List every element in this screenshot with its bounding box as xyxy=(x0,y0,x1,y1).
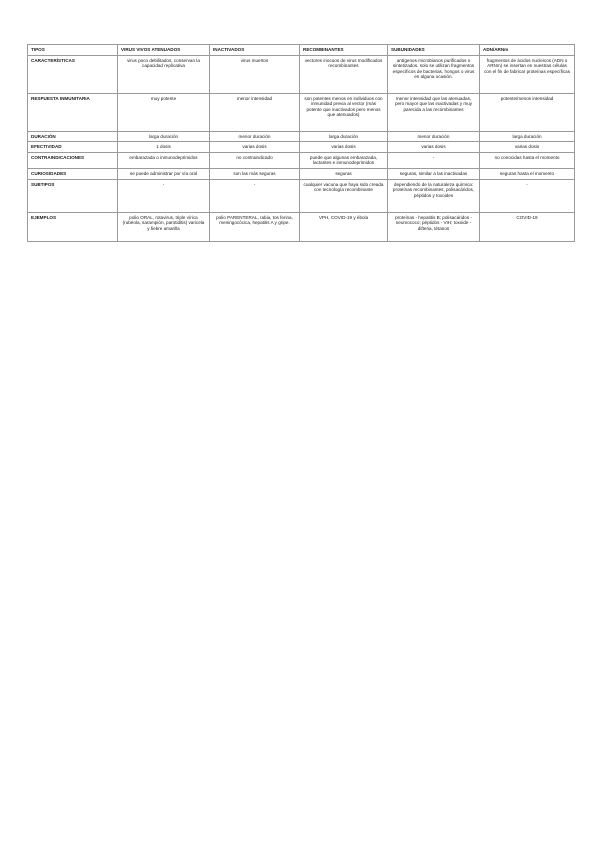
table-cell: se puede administrar por vía oral xyxy=(118,168,210,179)
table-cell: menor duración xyxy=(210,131,300,142)
table-cell: antígenos microbianos purificados o sintetizados. solo se utilizan fragmentos específicos de bacterias, hongos o virus en alguna ocasión. xyxy=(388,55,480,93)
table-row xyxy=(28,142,575,153)
row-label: DURACIÓN xyxy=(28,131,118,142)
table-cell: dependiendo de la naturaleza química: proteínas recombinantes, polisacáridos, péptidos y toxoides xyxy=(388,179,480,212)
table-cell: seguras hasta el momento xyxy=(480,168,575,179)
table-cell: varias dosis xyxy=(210,142,300,153)
table-cell: son potentes menos en individuos con inmunidad previa al vector (más potente que inactivados pero menos que atenuados) xyxy=(300,93,388,131)
table-cell: no contraindicado xyxy=(210,152,300,168)
table-cell: proteínas - hepatitis B; polisacáridos - neumococo; péptidos - VIH; toxoide - difteria, tétanos xyxy=(388,212,480,241)
table-cell: menor intensidad xyxy=(210,93,300,131)
row-label: EJEMPLOS xyxy=(28,212,118,241)
header-cell-inactivados: INACTIVADOS xyxy=(210,45,300,56)
header-cell-recombinantes: RECOMBINANTES xyxy=(300,45,388,56)
table-row xyxy=(28,55,575,93)
table-cell: son las más seguras xyxy=(210,168,300,179)
vaccine-types-table xyxy=(27,44,575,242)
table-cell: cualquier vacuna que haya sido creada con tecnología recombinante xyxy=(300,179,388,212)
table-cell: virus poco debilitados, conservan la capacidad replicativa xyxy=(118,55,210,93)
table-cell: - xyxy=(388,152,480,168)
table-cell: - xyxy=(480,179,575,212)
table-row xyxy=(28,131,575,142)
header-cell-subunidades: SUBUNIDADES xyxy=(388,45,480,56)
table-row xyxy=(28,179,575,212)
row-label: CARACTERÍSTICAS xyxy=(28,55,118,93)
table-cell: COVID-19 xyxy=(480,212,575,241)
row-label: CURIOSIDADES xyxy=(28,168,118,179)
table-cell: fragmentos de ácidos nucleicos (ADN o ARNm) se insertan en nuestras células con el fin de fabricar proteínas específicas xyxy=(480,55,575,93)
table-cell: muy potente xyxy=(118,93,210,131)
table-row xyxy=(28,93,575,131)
table-cell: virus muertos xyxy=(210,55,300,93)
row-label: CONTRAINDICACIONES xyxy=(28,152,118,168)
row-label: EFECTIVIDAD xyxy=(28,142,118,153)
table-cell: larga duración xyxy=(480,131,575,142)
table-cell: - xyxy=(210,179,300,212)
table-cell: VPH, COVID-19 y ébola xyxy=(300,212,388,241)
table-cell: polio ORAL, rotavirus, triple vírica (rubéola, sarampión, parotiditis) varicela y fiebre amarilla xyxy=(118,212,210,241)
table-cell: vectores inocuos de virus modificados recombinantes xyxy=(300,55,388,93)
table-cell: potente/menos intensidad xyxy=(480,93,575,131)
table-cell: polio PARENTERAL, rabia, tos ferina, meningocócica, hepatitis A y gripe. xyxy=(210,212,300,241)
table-cell: seguras, similar a las inactivadas xyxy=(388,168,480,179)
table-row xyxy=(28,212,575,241)
table-cell: seguras xyxy=(300,168,388,179)
table-cell: 1 dosis xyxy=(118,142,210,153)
row-label: RESPUESTA INMUNITARIA xyxy=(28,93,118,131)
table-cell: varias dosis xyxy=(480,142,575,153)
table-cell: puede que algunas embarazada, lactantes e inmunodeprimidos xyxy=(300,152,388,168)
table-row xyxy=(28,152,575,168)
table-row xyxy=(28,168,575,179)
header-cell-vivos-atenuados: VIRUS VIVOS ATENUADOS xyxy=(118,45,210,56)
table-cell: varias dosis xyxy=(388,142,480,153)
table-header-row xyxy=(28,45,575,56)
table-cell: larga duración xyxy=(118,131,210,142)
header-cell-tipos: TIPOS xyxy=(28,45,118,56)
table-cell: menor intensidad que las atenuadas, pero mayor que las inactivadas y muy parecida a las recombinantes xyxy=(388,93,480,131)
table-cell: no conocidas hasta el momento xyxy=(480,152,575,168)
table-cell: varias dosis xyxy=(300,142,388,153)
header-cell-adn-arnm: ADN/ARNm xyxy=(480,45,575,56)
table-cell: menor duración xyxy=(388,131,480,142)
row-label: SUBTIPOS xyxy=(28,179,118,212)
table-cell: larga duración xyxy=(300,131,388,142)
table-cell: - xyxy=(118,179,210,212)
table-cell: embarazada o inmunodeprimidos xyxy=(118,152,210,168)
